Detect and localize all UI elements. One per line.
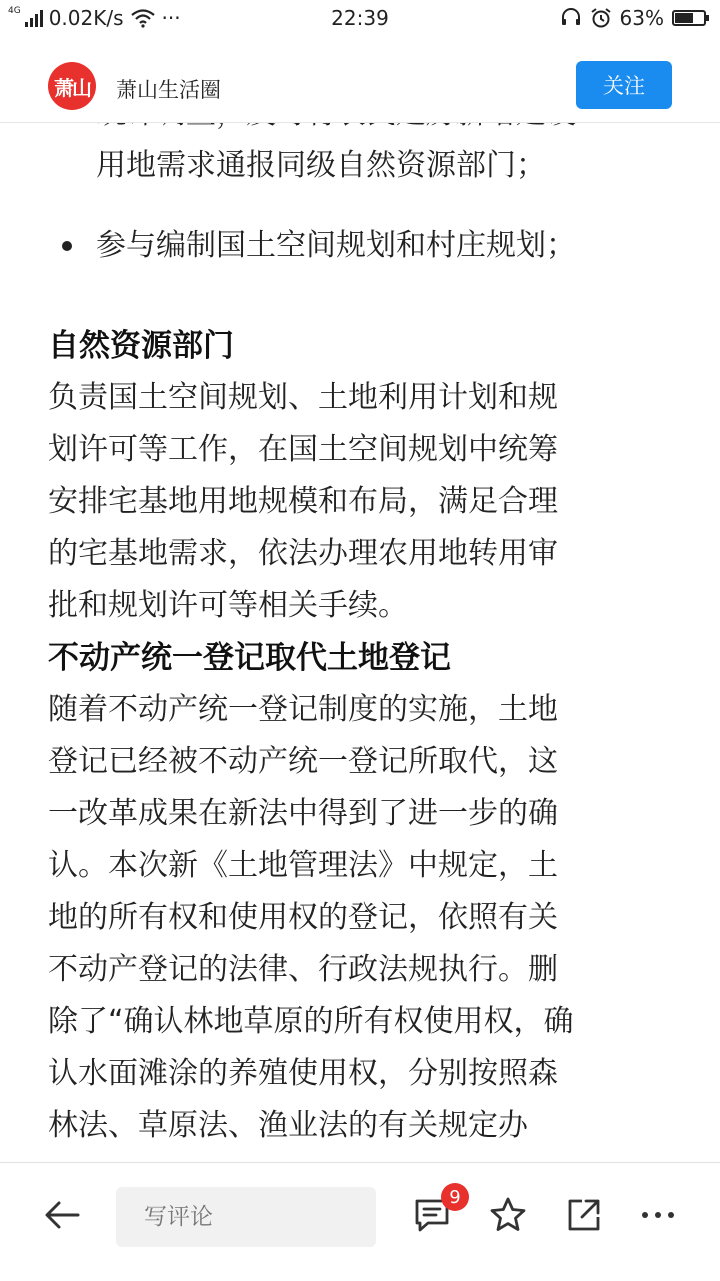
list-item: 参与编制国土空间规划和村庄规划；: [96, 228, 576, 263]
battery-percent: 63%: [619, 6, 664, 30]
battery-level: [675, 13, 693, 23]
network-speed: 0.02K/s: [48, 6, 124, 30]
status-bar: [0, 0, 720, 40]
alarm-icon: [590, 7, 612, 29]
headset-icon: [560, 8, 582, 28]
account-avatar[interactable]: [48, 62, 96, 110]
follow-button[interactable]: 关注: [576, 61, 672, 109]
paragraph: [48, 372, 668, 632]
paragraph: [48, 684, 668, 1152]
text-line: 划许可等工作，在国土空间规划中统筹: [48, 432, 558, 467]
text-line: 安排宅基地用地规模和布局，满足合理: [48, 484, 558, 519]
text-line: 登记已经被不动产统一登记所取代，这: [48, 744, 558, 779]
star-icon[interactable]: [488, 1195, 528, 1235]
bullet-icon: [62, 241, 72, 251]
share-icon[interactable]: [564, 1195, 604, 1235]
clock: 22:39: [331, 6, 389, 30]
text-line: 批和规划许可等相关手续。: [48, 588, 408, 623]
article-body: [0, 80, 720, 1162]
text-line: 的宅基地需求，依法办理农用地转用审: [48, 536, 558, 571]
text-line: 认。本次新《土地管理法》中规定，土: [48, 848, 558, 883]
battery-icon: [672, 10, 706, 26]
text-line: 用地需求通报同级自然资源部门；: [96, 148, 546, 183]
text-line: 地的所有权和使用权的登记，依照有关: [48, 900, 558, 935]
article-header: [0, 40, 720, 123]
comment-count-badge: 9: [441, 1183, 469, 1211]
back-arrow-icon[interactable]: [44, 1199, 80, 1231]
bottom-toolbar: [0, 1162, 720, 1281]
text-line: 负责国土空间规划、土地利用计划和规: [48, 380, 558, 415]
text-line: 认水面滩涂的养殖使用权，分别按照森: [48, 1056, 558, 1091]
text-line: 除了“确认林地草原的所有权使用权，确: [48, 1004, 574, 1039]
text-line: 一改革成果在新法中得到了进一步的确: [48, 796, 558, 831]
section-heading: 不动产统一登记取代土地登记: [48, 640, 451, 676]
text-line: 随着不动产统一登记制度的实施，土地: [48, 692, 558, 727]
section-heading: 自然资源部门: [48, 328, 234, 364]
text-line: 不动产登记的法律、行政法规执行。删: [48, 952, 558, 987]
logo-text: 萧山: [54, 75, 90, 100]
comment-input[interactable]: 写评论: [116, 1187, 376, 1247]
text-line: 林法、草原法、渔业法的有关规定办: [48, 1108, 528, 1143]
more-options-icon[interactable]: [638, 1195, 678, 1235]
more-status-icon: ···: [161, 6, 181, 30]
network-type: 4G: [8, 6, 21, 16]
account-name[interactable]: 萧山生活圈: [116, 78, 221, 102]
